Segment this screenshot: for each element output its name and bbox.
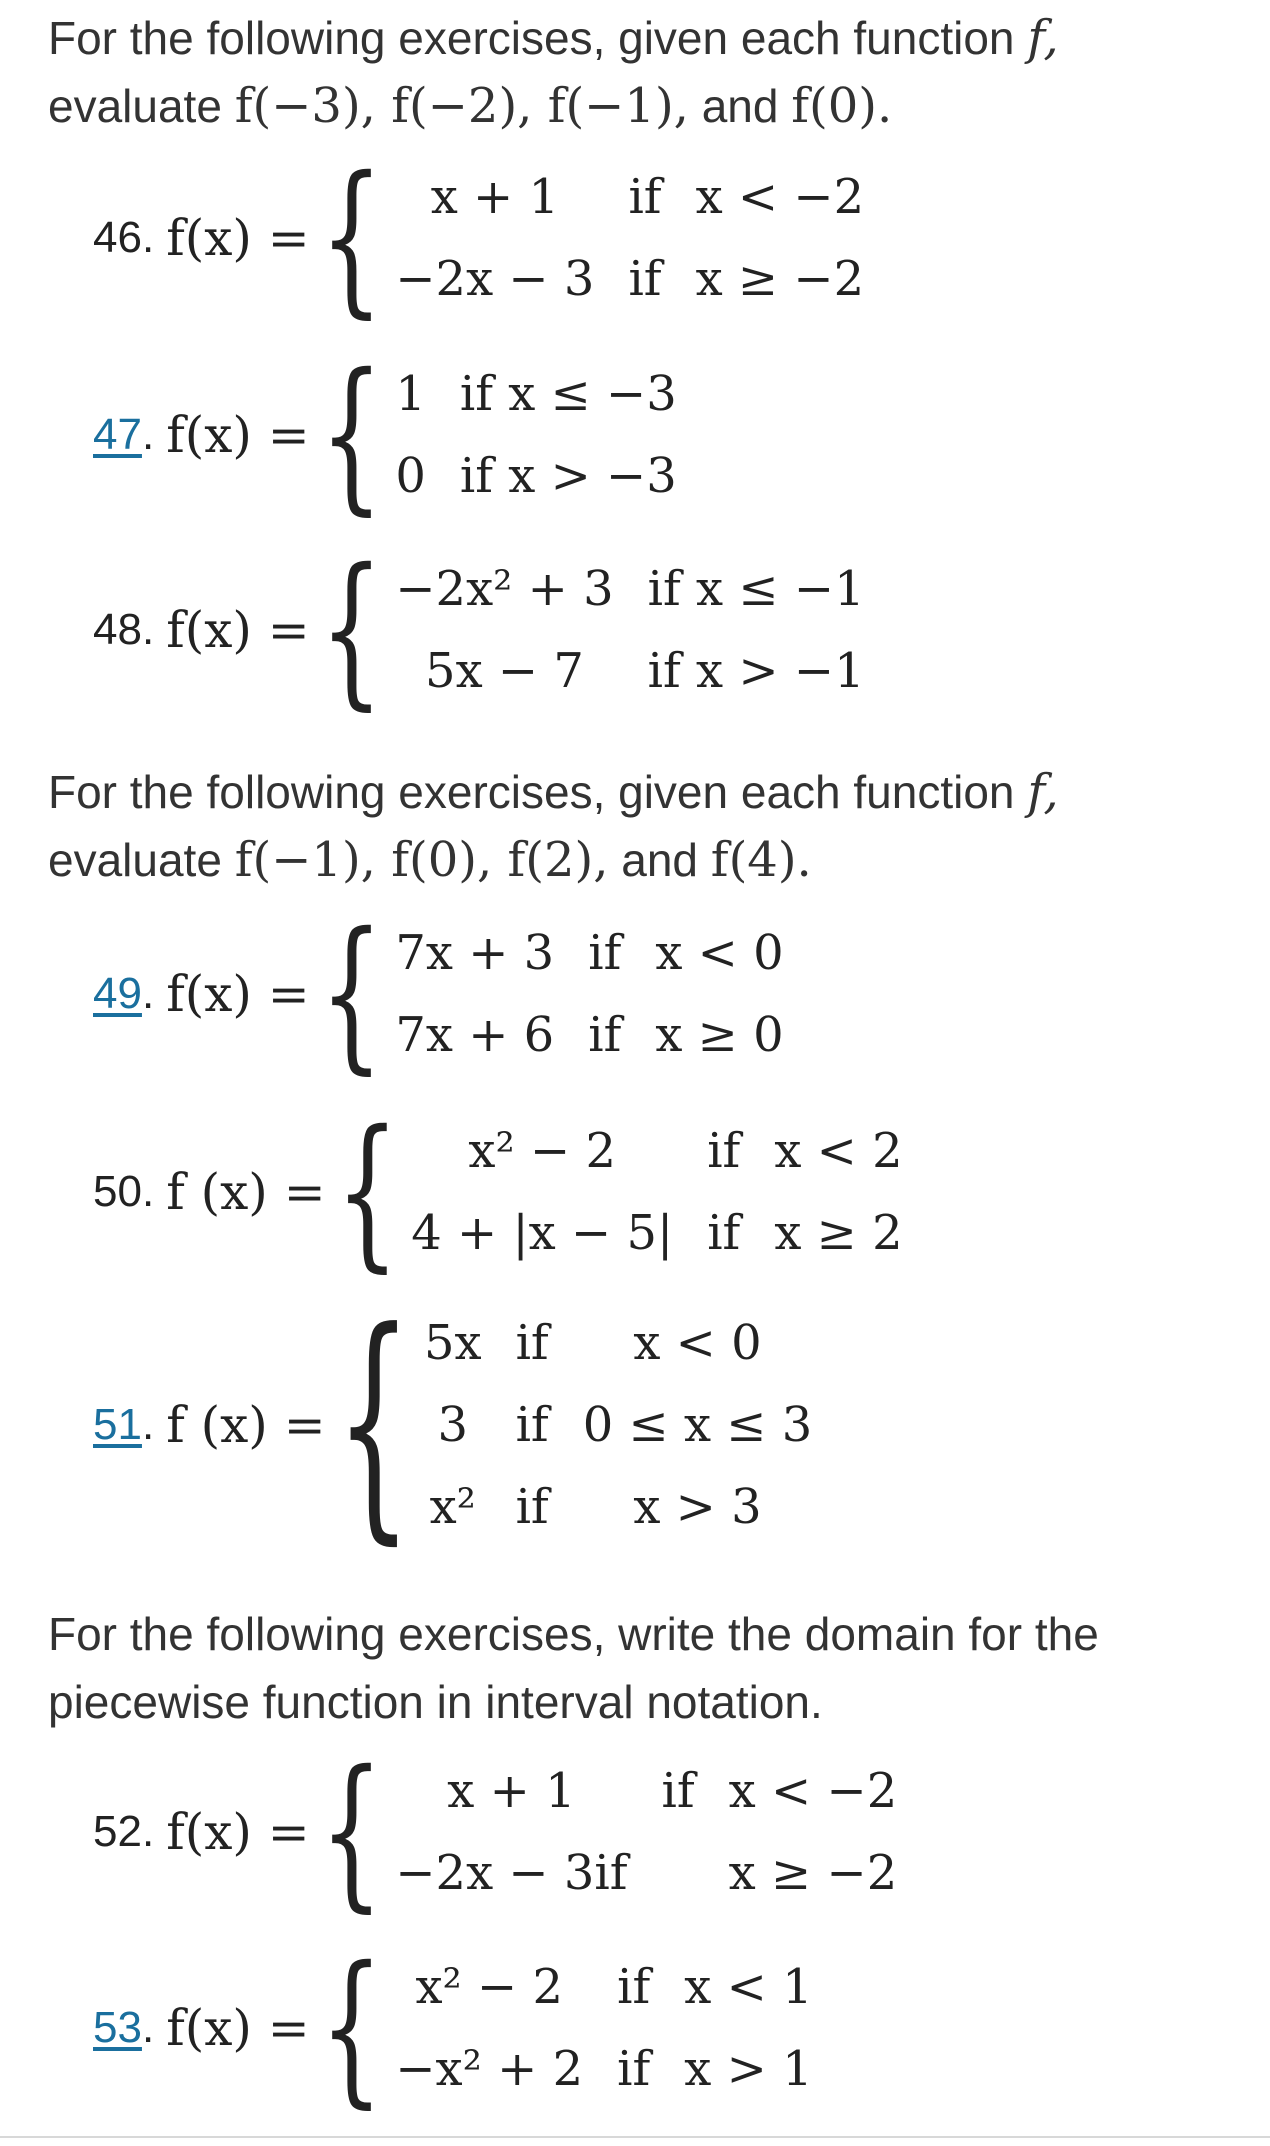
exercise-number: 46. (93, 213, 155, 262)
exercise-number: 47. (93, 410, 155, 459)
left-brace: { (319, 337, 384, 531)
case-if: if (515, 1315, 549, 1371)
left-brace: { (335, 1094, 400, 1288)
intro-function-var: f, (1027, 10, 1059, 66)
case-if: if (707, 1205, 741, 1261)
section3-intro (48, 1600, 1198, 1736)
function-lhs: f (x) = (166, 1163, 326, 1221)
case-condition: x < −2 (728, 1763, 898, 1819)
case-condition: x ≥ 2 (774, 1205, 903, 1261)
intro-values: f(4). (710, 832, 812, 888)
cases-block (395, 156, 864, 320)
intro-text: evaluate (48, 834, 222, 886)
case-if: if (617, 1959, 651, 2015)
case-if: if (661, 1763, 695, 1819)
case-expression: x² − 2 (468, 1123, 616, 1179)
case-condition: x ≥ −2 (695, 251, 865, 307)
function-lhs: f(x) = (166, 1999, 310, 2057)
cases-block (395, 1750, 897, 1914)
case-if: if (588, 1007, 622, 1063)
exercise-number: 50. (93, 1167, 155, 1216)
case-if: if (628, 251, 662, 307)
left-brace: { (319, 532, 384, 726)
case-expression: 5x (423, 1315, 482, 1371)
function-lhs: f(x) = (166, 965, 310, 1023)
case-condition: x ≥ 0 (655, 1007, 784, 1063)
intro-text: piecewise function in interval notation. (48, 1676, 823, 1728)
case-expression: 0 (395, 448, 426, 504)
case-expression: 5x − 7 (425, 643, 584, 699)
intro-text: and (701, 80, 779, 132)
case-condition: x ≥ −2 (728, 1845, 898, 1901)
case-expression: −x² + 2 (395, 2041, 584, 2097)
function-lhs: f(x) = (166, 601, 310, 659)
cases-block (424, 1302, 812, 1548)
exercise-49-link[interactable]: 49 (93, 969, 142, 1018)
left-brace: { (319, 1734, 384, 1928)
left-brace: { (319, 896, 384, 1090)
exercise-53-link[interactable]: 53 (93, 2003, 142, 2052)
function-lhs: f (x) = (166, 1396, 326, 1454)
cases-block (395, 1946, 812, 2110)
case-expression: 7x + 6 (395, 1007, 555, 1063)
intro-values: f(−3), f(−2), f(−1), (234, 78, 689, 134)
exercise-52 (93, 1734, 898, 1928)
case-expression: 3 (437, 1397, 469, 1453)
case-expression: −2x² + 3 (395, 561, 614, 617)
case-expression: x + 1 (430, 169, 560, 225)
case-condition: x < 1 (684, 1959, 813, 2015)
case-expression: x² (429, 1479, 476, 1535)
exercise-number: 51. (93, 1400, 155, 1449)
function-lhs: f(x) = (166, 1803, 310, 1861)
case-if: if (515, 1397, 549, 1453)
intro-values: f(−1), f(0), f(2), (234, 832, 609, 888)
case-expression: −2x − 3 (395, 251, 595, 307)
case-expression: 4 + |x − 5| (411, 1205, 674, 1261)
exercise-number: 48. (93, 605, 155, 654)
case-condition: if x > −3 (459, 448, 677, 504)
case-expression: 7x + 3 (395, 925, 555, 981)
left-brace: { (319, 140, 384, 334)
case-if: if (617, 2041, 651, 2097)
exercise-51 (93, 1281, 813, 1567)
exercise-47-link[interactable]: 47 (93, 410, 142, 459)
cases-block (395, 353, 676, 517)
case-expression: 1 (395, 366, 426, 422)
case-expression: −2x − 3if (395, 1845, 628, 1901)
case-condition: if x ≤ −3 (459, 366, 677, 422)
intro-text: For the following exercises, write the domain for the (48, 1608, 1099, 1660)
exercise-number: 49. (93, 969, 155, 1018)
case-condition: x < 0 (655, 925, 784, 981)
function-lhs: f(x) = (166, 406, 310, 464)
case-expression: x² − 2 (415, 1959, 564, 2015)
case-condition: 0 ≤ x ≤ 3 (582, 1397, 813, 1453)
exercise-48 (93, 532, 865, 726)
section1-intro (48, 4, 1198, 140)
case-condition: x < −2 (695, 169, 865, 225)
exercise-53 (93, 1930, 813, 2124)
case-if: if (628, 169, 662, 225)
case-if: if (515, 1479, 549, 1535)
left-brace: { (335, 1281, 412, 1567)
intro-values: f(0). (791, 78, 893, 134)
intro-text: For the following exercises, given each function (48, 766, 1015, 818)
case-condition: x < 2 (774, 1123, 903, 1179)
section2-intro (48, 758, 1198, 894)
case-condition: x > 3 (633, 1479, 762, 1535)
case-condition: if x ≤ −1 (647, 561, 865, 617)
case-if: if (707, 1123, 741, 1179)
exercise-46 (93, 140, 865, 334)
function-lhs: f(x) = (166, 209, 310, 267)
case-expression: x + 1 (447, 1763, 576, 1819)
bottom-divider (0, 2136, 1270, 2138)
exercise-51-link[interactable]: 51 (93, 1400, 142, 1449)
case-condition: if x > −1 (647, 643, 865, 699)
exercise-47 (93, 337, 677, 531)
case-condition: x < 0 (633, 1315, 762, 1371)
case-condition: x > 1 (684, 2041, 813, 2097)
exercise-number: 52. (93, 1807, 155, 1856)
exercise-49 (93, 896, 784, 1090)
exercise-50 (93, 1094, 903, 1288)
cases-block (395, 548, 864, 712)
cases-block (411, 1110, 902, 1274)
left-brace: { (319, 1930, 384, 2124)
exercise-number: 53. (93, 2003, 155, 2052)
intro-function-var: f, (1027, 764, 1059, 820)
intro-text: and (621, 834, 699, 886)
intro-text: evaluate (48, 80, 222, 132)
case-if: if (588, 925, 622, 981)
intro-text: For the following exercises, given each function (48, 12, 1015, 64)
cases-block (395, 912, 783, 1076)
